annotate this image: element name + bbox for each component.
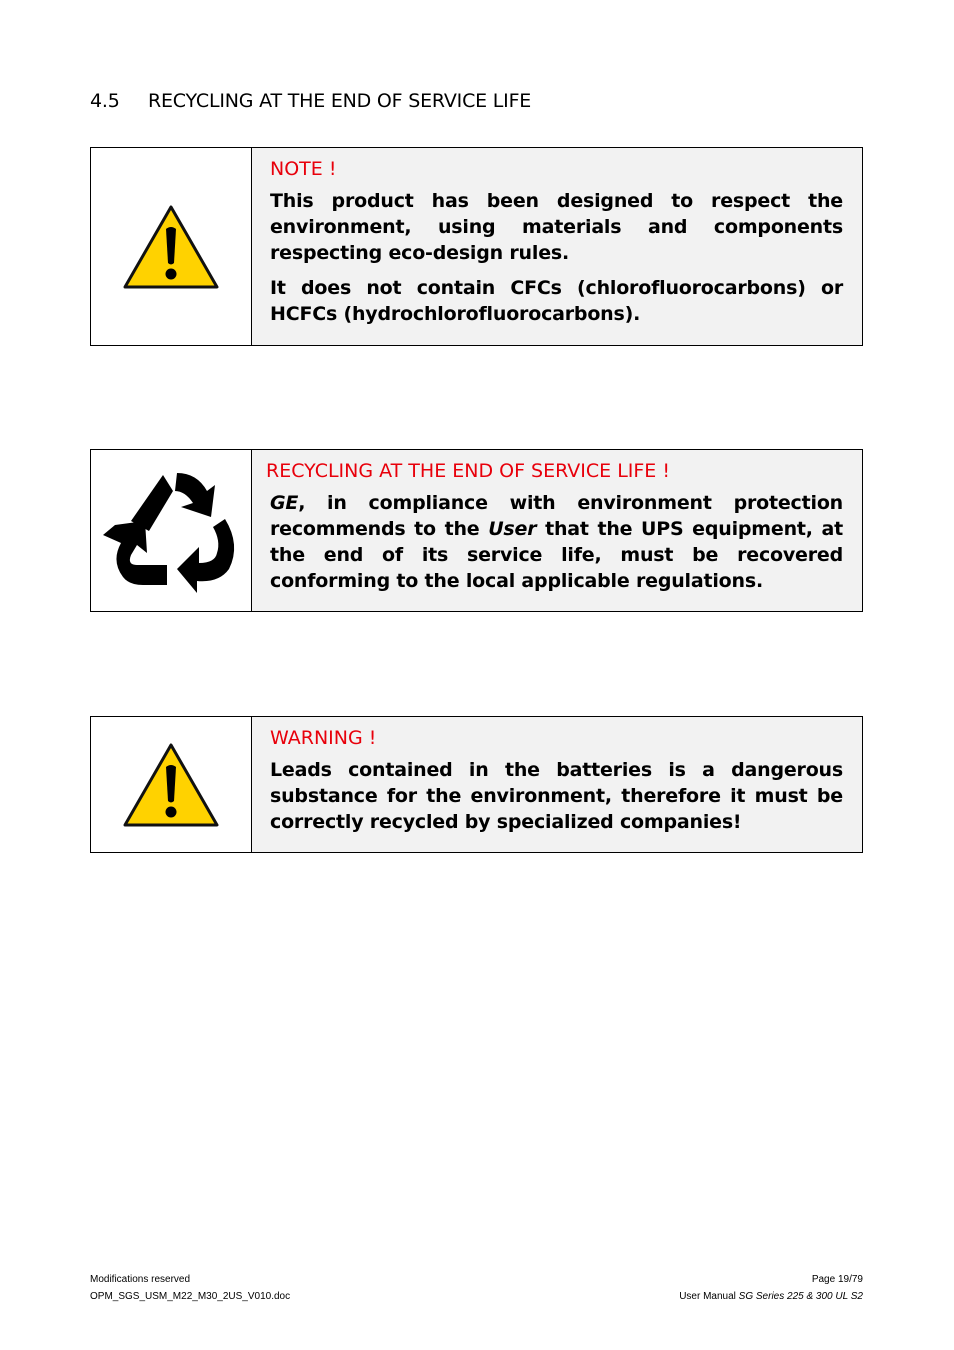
footer-manual-series: SG Series 225 & 300 UL S2 (738, 1291, 863, 1302)
recycle-icon (101, 461, 241, 601)
section-number: 4.5 (90, 90, 120, 112)
section-title: RECYCLING AT THE END OF SERVICE LIFE (148, 90, 532, 112)
brand-ge: GE (270, 492, 299, 514)
warning-paragraph: Leads contained in the batteries is a dangerous substance for the environment, therefore it must be correctly recycled by specialized companies! (270, 759, 843, 833)
note-label: NOTE ! (270, 158, 337, 180)
warning-box (90, 716, 863, 853)
footer-manual-title (679, 1291, 863, 1302)
warning-triangle-icon (122, 741, 220, 829)
footer-page-number: Page 19/79 (811, 1274, 863, 1285)
warning-label: WARNING ! (270, 727, 377, 749)
warning-text-cell (252, 717, 862, 852)
note-paragraph-1: This product has been designed to respect the environment, using materials and components respecting eco-design rules. (270, 190, 843, 264)
warning-triangle-icon (122, 203, 220, 291)
recycle-text-part-2: that the UPS equipment, at the end of its service life, must be recovered conforming to the local applicable regulations. (270, 518, 843, 592)
recycle-box (90, 449, 863, 612)
warning-icon-cell (91, 717, 252, 852)
note-icon-cell (91, 148, 252, 345)
section-heading (90, 90, 531, 112)
footer-manual-prefix: User Manual (679, 1291, 739, 1302)
recycle-text-cell (252, 450, 862, 611)
footer-document-name: OPM_SGS_USM_M22_M30_2US_V010.doc (90, 1291, 291, 1302)
user-word: User (488, 518, 537, 540)
note-box (90, 147, 863, 346)
recycle-text-part-1: , in compliance with environment protection recommends to the (270, 492, 843, 540)
recycle-label: RECYCLING AT THE END OF SERVICE LIFE ! (266, 460, 670, 482)
note-text-cell (252, 148, 862, 345)
recycle-paragraph (266, 490, 843, 594)
recycle-icon-cell (91, 450, 252, 611)
note-paragraph-2: It does not contain CFCs (chlorofluorocarbons) or HCFCs (hydrochlorofluorocarbons). (270, 277, 843, 325)
footer-modifications: Modifications reserved (90, 1274, 191, 1285)
